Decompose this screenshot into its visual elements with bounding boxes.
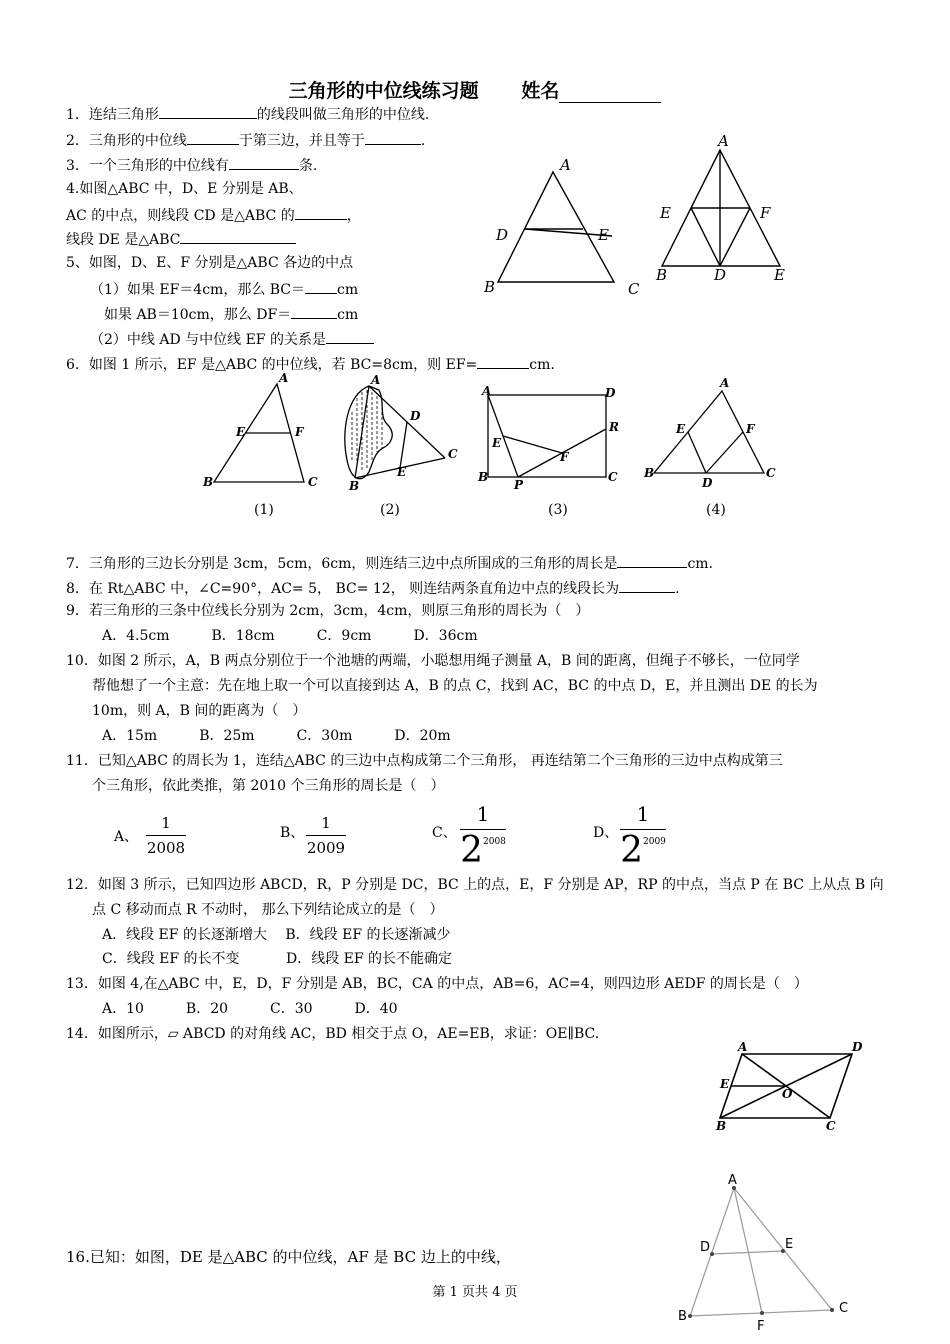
label-b: B bbox=[349, 479, 360, 493]
label-b: B bbox=[678, 1309, 687, 1324]
q5b-unit: cm bbox=[337, 307, 359, 323]
q11-option-c-label[interactable]: C、 bbox=[432, 825, 457, 841]
question-12-line-2: 点 C 移动而点 R 不动时， 那么下列结论成立的是（ ） bbox=[92, 902, 444, 918]
figure-3 bbox=[474, 383, 624, 495]
q1-blank[interactable] bbox=[159, 104, 257, 119]
label-a: A bbox=[720, 376, 730, 390]
q8-text-end: . bbox=[675, 581, 680, 597]
q3-blank[interactable] bbox=[229, 155, 299, 170]
label-a: A bbox=[718, 132, 729, 150]
q11-option-a-label[interactable]: A、 bbox=[114, 829, 139, 845]
q5a-text: （1）如果 EF＝4cm，那么 BC＝ bbox=[90, 282, 306, 298]
label-c: C bbox=[628, 280, 640, 298]
title-main: 三角形的中位线练习题 bbox=[288, 80, 479, 102]
caption-fig-1: (1) bbox=[254, 502, 274, 518]
q3-text-end: 条. bbox=[298, 158, 318, 174]
question-10-line-1: 10．如图 2 所示，A，B 两点分别位于一个池塘的两端，小聪想用绳子测量 A，B 间的距离，但绳子不够长，一位同学 bbox=[66, 653, 800, 669]
figure-2 bbox=[335, 372, 465, 497]
q4-blank-2[interactable] bbox=[180, 229, 296, 244]
q2-text-mid: 于第三边，并且等于 bbox=[238, 133, 365, 149]
segment-fd bbox=[706, 432, 743, 473]
question-5-part-1b bbox=[104, 304, 358, 324]
q11-option-a-fraction bbox=[146, 814, 186, 857]
label-p: P bbox=[514, 478, 524, 492]
q8-blank[interactable] bbox=[619, 578, 675, 593]
q4-blank-1[interactable] bbox=[295, 205, 347, 220]
figure-4 bbox=[640, 373, 780, 493]
q11-c-numerator: 1 bbox=[476, 802, 490, 826]
triangle-abc bbox=[498, 172, 614, 282]
question-7 bbox=[66, 553, 713, 573]
label-e: E bbox=[720, 1077, 730, 1091]
q4-text: AC 的中点，则线段 CD 是△ABC 的 bbox=[66, 208, 295, 224]
label-r: R bbox=[609, 420, 619, 434]
q1-text: 1．连结三角形 bbox=[66, 107, 159, 123]
label-e: E bbox=[676, 422, 686, 436]
label-c: C bbox=[608, 470, 618, 484]
caption-fig-2: (2) bbox=[380, 502, 400, 518]
q2-text-end: . bbox=[420, 133, 426, 149]
segment-fd bbox=[720, 208, 750, 266]
label-e: E bbox=[598, 226, 609, 244]
question-3 bbox=[66, 155, 317, 175]
label-c: C bbox=[839, 1301, 849, 1316]
question-5: 5、如图，D、E、F 分别是△ABC 各边的中点 bbox=[66, 255, 354, 271]
segment-ed bbox=[691, 208, 720, 266]
caption-fig-3: (3) bbox=[548, 502, 568, 518]
q11-b-numerator: 1 bbox=[321, 814, 331, 832]
label-a: A bbox=[371, 373, 381, 387]
label-b: B bbox=[484, 278, 496, 296]
label-d: D bbox=[714, 266, 727, 284]
label-e: E bbox=[397, 465, 407, 479]
label-d: D bbox=[410, 409, 421, 423]
label-f: F bbox=[757, 1319, 765, 1334]
label-b: B bbox=[478, 470, 489, 484]
quadrilateral-abcd bbox=[488, 395, 606, 477]
question-5-part-1 bbox=[90, 279, 358, 299]
question-4-line-1: 4.如图△ABC 中，D、E 分别是 AB、 bbox=[66, 181, 303, 197]
label-a: A bbox=[279, 371, 289, 385]
q5b-text: 如果 AB＝10cm，那么 DF＝ bbox=[104, 307, 292, 323]
q11-option-b-fraction bbox=[306, 814, 346, 857]
q11-option-d-label[interactable]: D、 bbox=[593, 825, 619, 841]
label-f: F bbox=[760, 204, 771, 222]
label-c: C bbox=[826, 1119, 836, 1133]
label-f: F bbox=[746, 422, 755, 436]
q3-text: 3．一个三角形的中位线有 bbox=[66, 158, 229, 174]
label-e: E bbox=[785, 1237, 794, 1252]
q11-option-c-fraction bbox=[460, 802, 506, 869]
question-2 bbox=[66, 130, 425, 150]
question-10-line-2: 帮他想了一个主意：先在地上取一个可以直接到达 A，B 的点 C，找到 AC，BC 的中点 D，E，并且测出 DE 的长为 bbox=[92, 678, 818, 694]
q5c-blank[interactable] bbox=[326, 329, 374, 344]
caption-fig-4: (4) bbox=[706, 502, 726, 518]
label-b: B bbox=[716, 1119, 727, 1133]
label-e2: E bbox=[774, 266, 785, 284]
question-9: 9．若三角形的三条中位线长分别为 2cm，3cm，4cm，则原三角形的周长为（ ） bbox=[66, 603, 590, 619]
question-1 bbox=[66, 104, 429, 124]
label-f: F bbox=[560, 450, 569, 464]
label-c: C bbox=[308, 475, 318, 489]
segment-ed bbox=[688, 432, 706, 473]
label-d: D bbox=[852, 1040, 863, 1054]
label-d: D bbox=[496, 226, 509, 244]
q7-unit: cm. bbox=[687, 556, 714, 572]
question-9-options: A．4.5cm B．18cm C．9cm D．36cm bbox=[102, 628, 478, 644]
q7-blank[interactable] bbox=[617, 553, 687, 568]
label-b: B bbox=[203, 475, 214, 489]
segment-ef bbox=[503, 436, 562, 453]
q5a-blank[interactable] bbox=[305, 279, 337, 294]
name-blank[interactable] bbox=[559, 84, 661, 103]
q2-blank-1[interactable] bbox=[187, 130, 239, 145]
label-e: E bbox=[236, 425, 246, 439]
label-d: D bbox=[700, 1240, 711, 1255]
question-12-line-1: 12．如图 3 所示，已知四边形 ABCD，R，P 分别是 DC，BC 上的点，E，F 分别是 AP，RP 的中点，当点 P 在 BC 上从点 B 向 bbox=[66, 877, 884, 893]
question-12-options-ab: A．线段 EF 的长逐渐增大 B．线段 EF 的长逐渐减少 bbox=[102, 927, 451, 943]
question-12-options-cd: C．线段 EF 的长不变 D．线段 EF 的长不能确定 bbox=[102, 951, 453, 967]
q11-a-denominator: 2008 bbox=[146, 839, 186, 857]
page-footer: 第 1 页共 4 页 bbox=[432, 1285, 518, 1300]
q8-text: 8．在 Rt△ABC 中，∠C=90°，AC= 5， BC= 12， 则连结两条直角边中点的线段长为 bbox=[66, 581, 620, 597]
question-5-part-2 bbox=[90, 329, 374, 349]
label-a: A bbox=[728, 1173, 737, 1188]
question-13-options: A．10 B．20 C．30 D．40 bbox=[102, 1001, 398, 1017]
label-d: D bbox=[702, 476, 713, 490]
label-c: C bbox=[448, 447, 458, 461]
label-o: O bbox=[782, 1087, 793, 1101]
q11-b-denominator: 2009 bbox=[306, 839, 346, 857]
question-13: 13．如图 4,在△ABC 中，E，D，F 分别是 AB，BC，CA 的中点，AB=6，AC=4，则四边形 AEDF 的周长是（ ） bbox=[66, 976, 808, 992]
question-4-line-2 bbox=[66, 205, 361, 225]
question-10-options: A．15m B．25m C．30m D．20m bbox=[102, 728, 451, 744]
figure-1 bbox=[200, 370, 325, 495]
figure-q16-triangle bbox=[672, 1168, 872, 1336]
q11-d-numerator: 1 bbox=[636, 802, 650, 826]
q4-text-end: ， bbox=[346, 208, 361, 224]
q6-blank[interactable] bbox=[477, 354, 529, 369]
question-14: 14．如图所示，▱ ABCD 的对角线 AC，BD 相交于点 O，AE=EB，求证：OE∥BC. bbox=[66, 1026, 600, 1042]
name-label: 姓名 bbox=[521, 80, 560, 102]
figure-q5-triangle bbox=[650, 130, 800, 290]
q2-blank-2[interactable] bbox=[365, 130, 421, 145]
label-d: D bbox=[605, 386, 616, 400]
q5c-text: （2）中线 AD 与中位线 EF 的关系是 bbox=[90, 332, 326, 348]
question-11-line-1: 11．已知△ABC 的周长为 1，连结△ABC 的三边中点构成第二个三角形， 再连结第二个三角形的三边中点构成第三 bbox=[66, 753, 783, 769]
label-b: B bbox=[656, 266, 668, 284]
q5b-blank[interactable] bbox=[291, 304, 337, 319]
q11-option-b-label[interactable]: B、 bbox=[280, 825, 305, 841]
figure-q4-triangle bbox=[478, 152, 648, 302]
question-8 bbox=[66, 578, 680, 598]
label-a: A bbox=[560, 156, 571, 174]
segment-de bbox=[712, 1251, 783, 1254]
q4c-text: 线段 DE 是△ABC bbox=[66, 232, 181, 248]
question-16: 16.已知：如图，DE 是△ABC 的中位线，AF 是 BC 边上的中线， bbox=[66, 1248, 511, 1266]
question-11-line-2: 个三角形，依此类推，第 2010 个三角形的周长是（ ） bbox=[92, 778, 445, 794]
q7-text: 7．三角形的三边长分别是 3cm，5cm，6cm，则连结三边中点所围成的三角形的周长是 bbox=[66, 556, 618, 572]
page-title bbox=[0, 76, 950, 103]
q1-text-end: 的线段叫做三角形的中位线. bbox=[256, 107, 430, 123]
question-4-line-3 bbox=[66, 229, 296, 249]
q6-text: 6．如图 1 所示，EF 是△ABC 的中位线，若 BC=8cm，则 EF= bbox=[66, 357, 478, 373]
q11-d-exponent: 2009 bbox=[643, 837, 666, 847]
q11-c-base: 2 bbox=[460, 830, 483, 871]
q5a-unit: cm bbox=[337, 282, 359, 298]
q6-unit: cm. bbox=[529, 357, 555, 373]
label-a: A bbox=[738, 1040, 748, 1054]
q11-a-numerator: 1 bbox=[161, 814, 171, 832]
q11-c-exponent: 2008 bbox=[483, 837, 506, 847]
label-b: B bbox=[644, 466, 655, 480]
label-e: E bbox=[660, 204, 671, 222]
label-a: A bbox=[482, 384, 492, 398]
label-e: E bbox=[492, 436, 502, 450]
label-f: F bbox=[295, 425, 304, 439]
label-c: C bbox=[766, 466, 776, 480]
q11-option-d-fraction bbox=[620, 802, 666, 869]
question-10-line-3: 10m，则 A，B 间的距离为（ ） bbox=[92, 703, 307, 719]
q11-d-base: 2 bbox=[620, 830, 643, 871]
segment-de bbox=[400, 422, 407, 468]
q2-text: 2．三角形的中位线 bbox=[66, 133, 187, 149]
figure-q14-parallelogram bbox=[712, 1040, 872, 1135]
